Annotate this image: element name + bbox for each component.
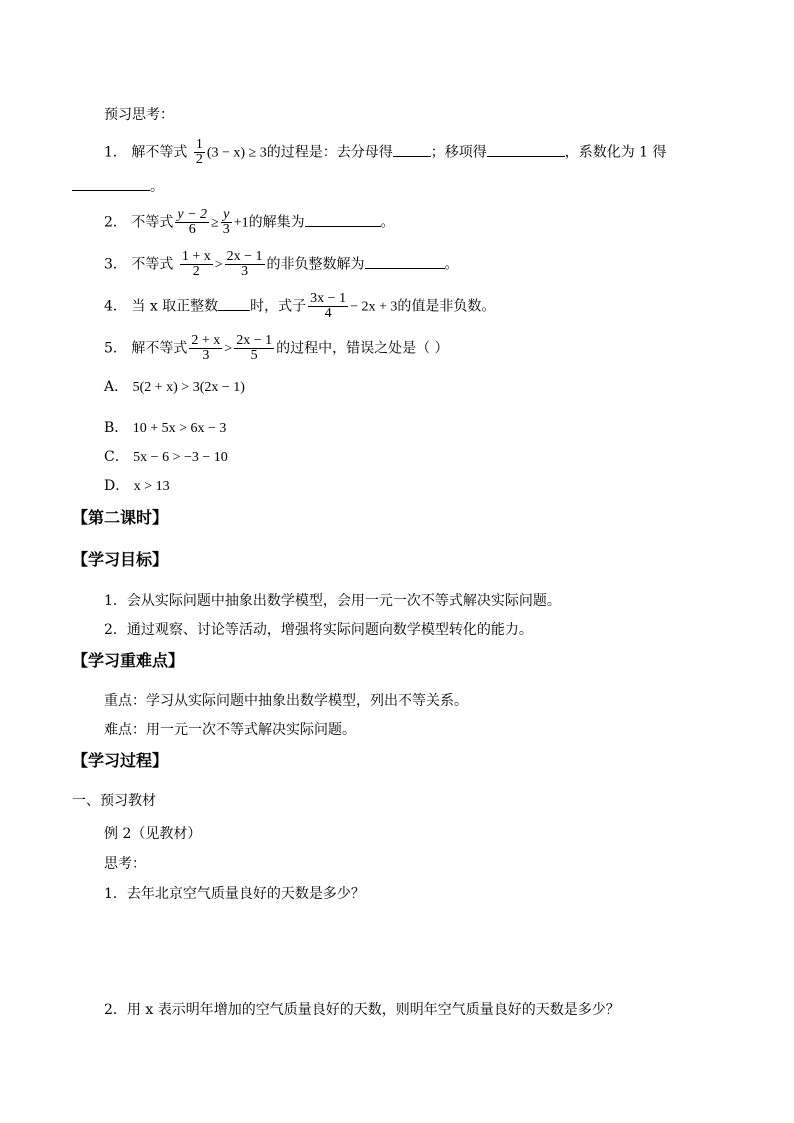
q1-frac-num: 1: [195, 137, 203, 152]
q5-number: 5．: [104, 340, 127, 357]
q4-suffix: 的值是非负数。: [397, 298, 496, 315]
q3-f1-num: 1 + x: [181, 249, 211, 264]
option-c-expr: 5x − 6 > −3 − 10: [133, 450, 228, 465]
q3-prefix: 不等式: [131, 256, 174, 273]
difficulty-text: 难点：用一元一次不等式解决实际问题。: [104, 722, 356, 738]
example-label: 例 2（见教材）: [104, 826, 202, 842]
q1-mid3: ，系数化为 1 得: [564, 144, 667, 161]
q5-f1-num: 2 + x: [191, 333, 221, 348]
process-part-1: 一、预习教材: [72, 793, 156, 809]
q1-mid2: ；移项得: [430, 144, 487, 161]
q3-blank[interactable]: [365, 256, 445, 269]
q2-f2-num: y: [221, 208, 232, 223]
question-4: [104, 292, 495, 321]
question-1-cont: [72, 178, 164, 196]
q2-f1-num: y − 2: [177, 207, 208, 222]
q3-op: >: [214, 257, 223, 273]
q2-fraction-1: [175, 208, 209, 237]
q5-op: >: [224, 341, 233, 357]
q2-suffix: 的解集为: [248, 214, 305, 231]
option-c-label: C．: [104, 449, 129, 465]
option-a[interactable]: [104, 378, 245, 397]
q3-f1-den: 2: [192, 264, 200, 279]
q2-blank[interactable]: [305, 214, 381, 227]
q5-suffix: 的过程中，错误之处是（ ）: [276, 340, 449, 357]
q3-suffix: 的非负整数解为: [266, 256, 365, 273]
think-label: 思考：: [104, 856, 146, 872]
q4-fraction: [308, 292, 348, 321]
option-b[interactable]: [104, 419, 226, 438]
q2-fraction-2: [221, 208, 232, 237]
q4-blank[interactable]: [218, 298, 250, 311]
q2-number: 2．: [104, 214, 127, 231]
q1-blank-3[interactable]: [72, 178, 150, 191]
option-c[interactable]: [104, 448, 228, 467]
q2-end: 。: [380, 214, 395, 231]
q4-number: 4．: [104, 298, 127, 315]
question-2: [104, 208, 395, 237]
option-a-expr: 5(2 + x) > 3(2x − 1): [132, 380, 245, 395]
q1-number: 1．: [104, 144, 127, 161]
q4-f-den: 4: [324, 306, 332, 321]
q5-prefix: 解不等式: [131, 340, 188, 357]
keypoint-text: 重点：学习从实际问题中抽象出数学模型，列出不等关系。: [104, 693, 468, 709]
goal-1: 1．会从实际问题中抽象出数学模型，会用一元一次不等式解决实际问题。: [104, 593, 561, 609]
q1-expr: (3 − x) ≥ 3: [206, 145, 267, 161]
question-1: [104, 138, 667, 167]
q1-frac-den: 2: [195, 152, 203, 167]
q2-f2-den: 3: [222, 222, 230, 237]
question-5: [104, 334, 449, 363]
option-b-label: B．: [104, 420, 129, 436]
q1-end: 。: [150, 179, 164, 195]
section-process-heading: 【学习过程】: [72, 751, 169, 770]
q1-blank-1[interactable]: [393, 144, 431, 157]
q3-f2-den: 3: [241, 264, 249, 279]
q1-prefix: 解不等式: [131, 144, 188, 161]
q1-mid1: 的过程是：去分母得: [266, 144, 393, 161]
option-a-label: A．: [104, 379, 129, 395]
q2-prefix: 不等式: [131, 214, 174, 231]
q4-mid: 时，式子: [250, 298, 307, 315]
preview-title: 预习思考：: [104, 107, 174, 123]
q5-f2-den: 5: [250, 348, 258, 363]
q5-fraction-1: [189, 334, 222, 363]
q3-number: 3．: [104, 256, 127, 273]
q4-prefix: 当 x 取正整数: [131, 298, 219, 315]
q2-op: ≥: [211, 215, 219, 231]
q4-tail: − 2x + 3: [350, 299, 398, 315]
option-b-expr: 10 + 5x > 6x − 3: [132, 421, 227, 436]
section-goals-heading: 【学习目标】: [72, 550, 169, 569]
think-question-1: 1．去年北京空气质量良好的天数是多少？: [104, 886, 365, 902]
q1-blank-2[interactable]: [487, 144, 565, 157]
q5-f1-den: 3: [202, 348, 210, 363]
q5-f2-num: 2x − 1: [236, 333, 273, 348]
think-question-2: 2．用 x 表示明年增加的空气质量良好的天数，则明年空气质量良好的天数是多少？: [104, 1002, 620, 1018]
option-d-expr: x > 13: [133, 479, 170, 494]
section-lesson-2-heading: 【第二课时】: [72, 508, 169, 527]
q3-fraction-2: [225, 250, 265, 279]
option-d[interactable]: [104, 477, 170, 496]
question-3: [104, 250, 459, 279]
goal-2: 2．通过观察、讨论等活动，增强将实际问题向数学模型转化的能力。: [104, 622, 533, 638]
q5-fraction-2: [234, 334, 274, 363]
q1-fraction: [194, 138, 205, 167]
q2-tail: +1: [233, 215, 249, 231]
section-keypoints-heading: 【学习重难点】: [72, 651, 185, 670]
q3-f2-num: 2x − 1: [226, 249, 263, 264]
q3-end: 。: [444, 256, 459, 273]
q3-fraction-1: [180, 250, 213, 279]
q2-f1-den: 6: [188, 222, 196, 237]
option-d-label: D．: [104, 478, 130, 494]
q4-f-num: 3x − 1: [310, 291, 347, 306]
